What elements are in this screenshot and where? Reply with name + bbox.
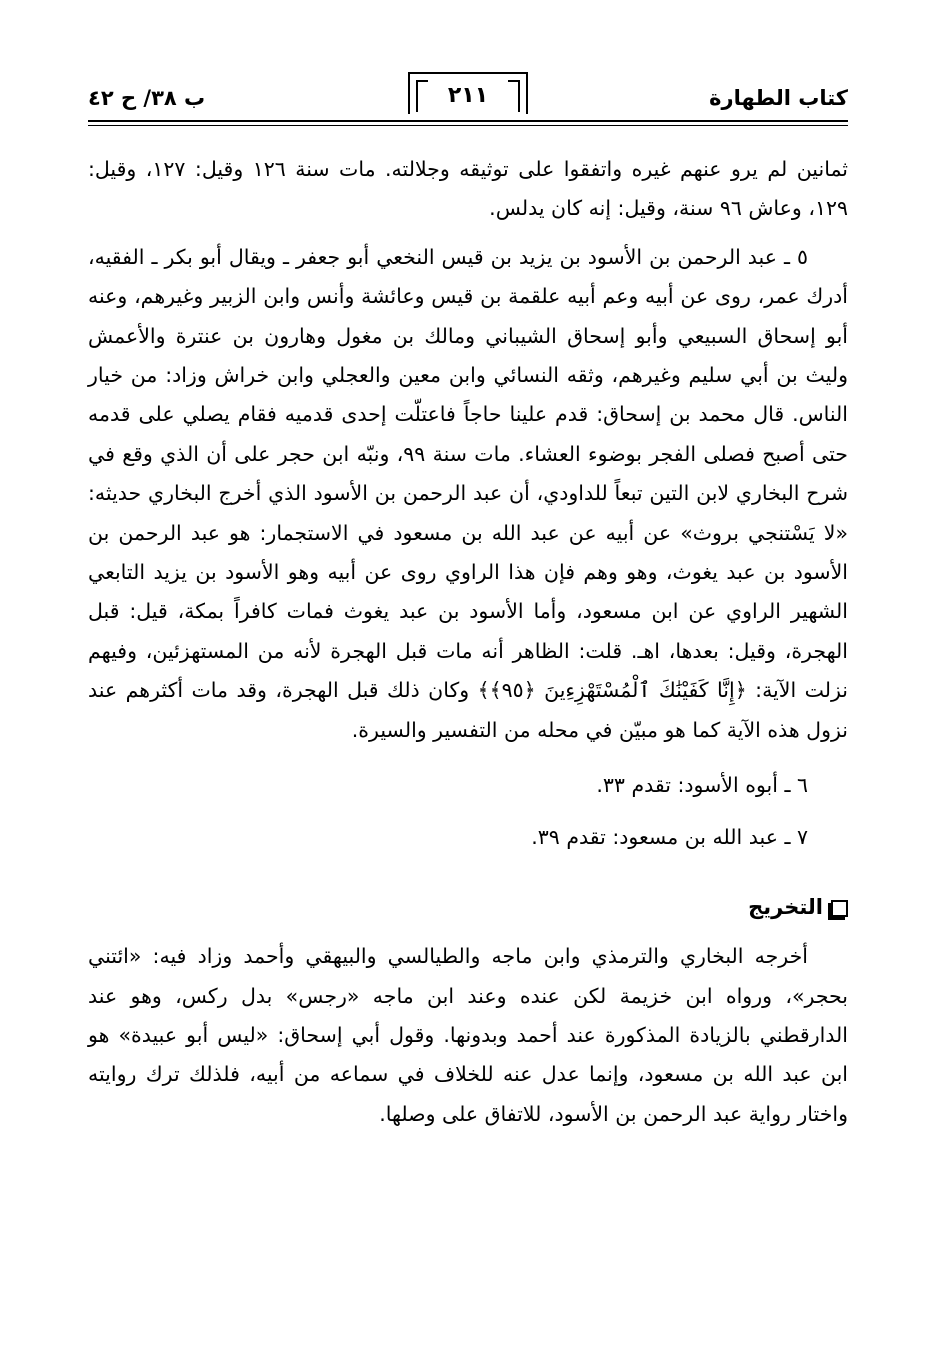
page-header [88, 50, 848, 120]
takhrij-paragraph: أخرجه البخاري والترمذي وابن ماجه والطيالسي والبيهقي وأحمد وزاد فيه: «ائتني بحجر»، ورواه ابن خزيمة لكن عنده وعند ابن ماجه «رجس» بدل ركس، وهو عند الدارقطني بالزيادة المذكورة عند أحمد وبدونها. وقول أبي إسحاق: «ليس أبو عبيدة» هو ابن عبد الله بن مسعود، وإنما عدل عنه للخلاف في سماعه من أبيه، فلذلك ترك روايته واختار رواية عبد الرحمن بن الأسود، للاتفاق على وصلها. [88, 944, 848, 1126]
page-content [88, 150, 848, 1134]
page [88, 50, 848, 1143]
takhrij-heading [88, 889, 848, 925]
paragraph-narrator-5: ٥ ـ عبد الرحمن بن الأسود بن يزيد بن قيس النخعي أبو جعفر ـ ويقال أبو بكر ـ الفقيه، أدرك عمر، روى عن أبيه وعم أبيه علقمة بن قيس وعائشة وأنس وابن الزبير وغيرهم، وعنه أبو إسحاق السبيعي وأبو إسحاق الشيباني ومالك بن مغول وهارون بن عنترة والأعمش وليث بن أبي سليم وغيرهم، وثقه النسائي وابن معين والعجلي وابن خراش وزاد: من خيار الناس. قال محمد بن إسحاق: قدم علينا حاجاً فاعتلّت إحدى قدميه فقام يصلي على قدمه حتى أصبح فصلى الفجر بوضوء العشاء. مات سنة ٩٩، ونبّه ابن حجر على أن الذي وقع في شرح البخاري لابن التين تبعاً للداودي، أن عبد الرحمن بن الأسود الذي أخرج البخاري حديثه: «لا يَسْتنجي بروث» عن أبيه عن عبد الله بن مسعود في الاستجمار: هو عبد الرحمن بن الأسود بن عبد يغوث، وهو وهم فإن هذا الراوي روى عن أبيه وهو الأسود بن يزيد التابعي الشهير الراوي عن ابن مسعود، وأما الأسود بن عبد يغوث فمات كافراً بمكة، قيل: قبل الهجرة، وقيل: بعدها، اهـ. قلت: الظاهر أنه مات قبل الهجرة لأنه من المستهزئين، وفيهم نزلت الآية: ﴿إِنَّا كَفَيْنَٰكَ ٱلْمُسْتَهْزِءِينَ ﴿٩٥﴾﴾ وكان ذلك قبل الهجرة، وقد مات أكثرهم عند نزول هذه الآية كما هو مبيّن في محله من التفسير والسيرة. [88, 244, 848, 742]
square-bullet-icon [831, 900, 848, 917]
page-number: ٢١١ [408, 72, 528, 114]
header-rule-thick [88, 120, 848, 122]
header-rule-thin [88, 125, 848, 126]
hadith-reference: ب ٣٨/ ح ٤٢ [88, 86, 206, 110]
book-title: كتاب الطهارة [709, 86, 848, 110]
takhrij-heading-label: التخريج [748, 895, 823, 920]
paragraph-continuation: ثمانين لم يرو عنهم غيره واتفقوا على توثيقه وجلالته. مات سنة ١٢٦ وقيل: ١٢٧، وقيل: ١٢٩، وعاش ٩٦ سنة، وقيل: إنه كان يدلس. [88, 157, 849, 221]
paragraph-narrator-6: ٦ ـ أبوه الأسود: تقدم ٣٣. [596, 773, 808, 798]
paragraph-narrator-7: ٧ ـ عبد الله بن مسعود: تقدم ٣٩. [531, 825, 808, 850]
